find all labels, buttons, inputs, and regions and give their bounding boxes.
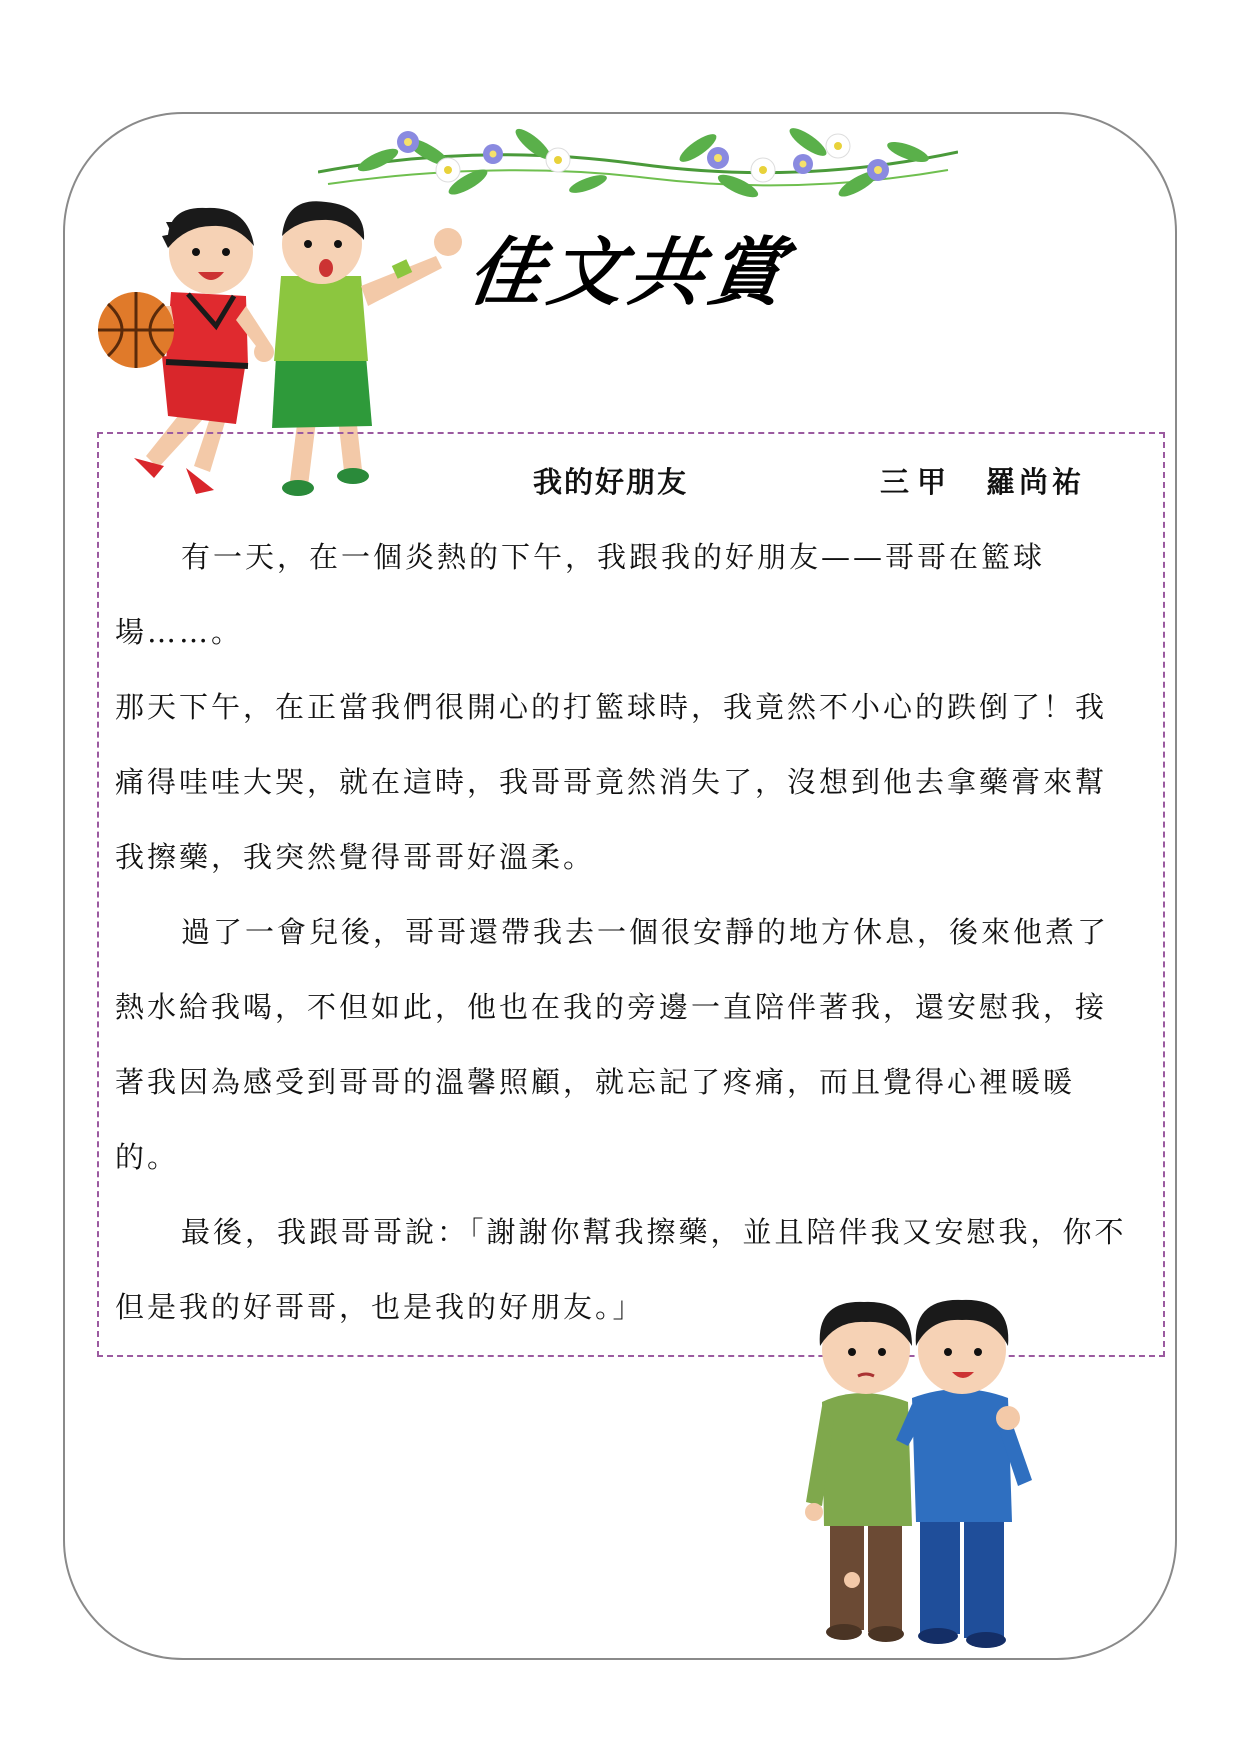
essay-body: [115, 520, 1135, 1345]
essay-title: 我的好朋友: [533, 465, 689, 499]
essay-class: 三甲: [880, 465, 955, 499]
essay-paragraph-2: 那天下午，在正當我們很開心的打籃球時，我竟然不小心的跌倒了！我痛得哇哇大哭，就在這時，我哥哥竟然消失了，沒想到他去拿藥膏來幫我擦藥，我突然覺得哥哥好溫柔。: [115, 690, 1108, 874]
essay-paragraph-4: 最後，我跟哥哥說：「謝謝你幫我擦藥，並且陪伴我又安慰我，你不但是我的好哥哥，也是我的好朋友。」: [115, 1215, 1127, 1324]
left-boy: [805, 1302, 912, 1642]
right-boy: [896, 1300, 1032, 1648]
two-boys-illustration: [800, 1280, 1040, 1650]
essay-paragraph-1: 有一天，在一個炎熱的下午，我跟我的好朋友——哥哥在籃球場……。: [115, 540, 1046, 649]
essay-author: 羅尚祐: [986, 465, 1086, 499]
essay-title-line: [0, 460, 1241, 500]
essay-paragraph-3: 過了一會兒後，哥哥還帶我去一個很安靜的地方休息，後來他煮了熱水給我喝，不但如此，他也在我的旁邊一直陪伴著我，還安慰我，接著我因為感受到哥哥的溫馨照顧，就忘記了疼痛，而且覺得心裡暖暖的。: [115, 915, 1110, 1174]
page-heading: 佳文共賞: [463, 230, 796, 316]
